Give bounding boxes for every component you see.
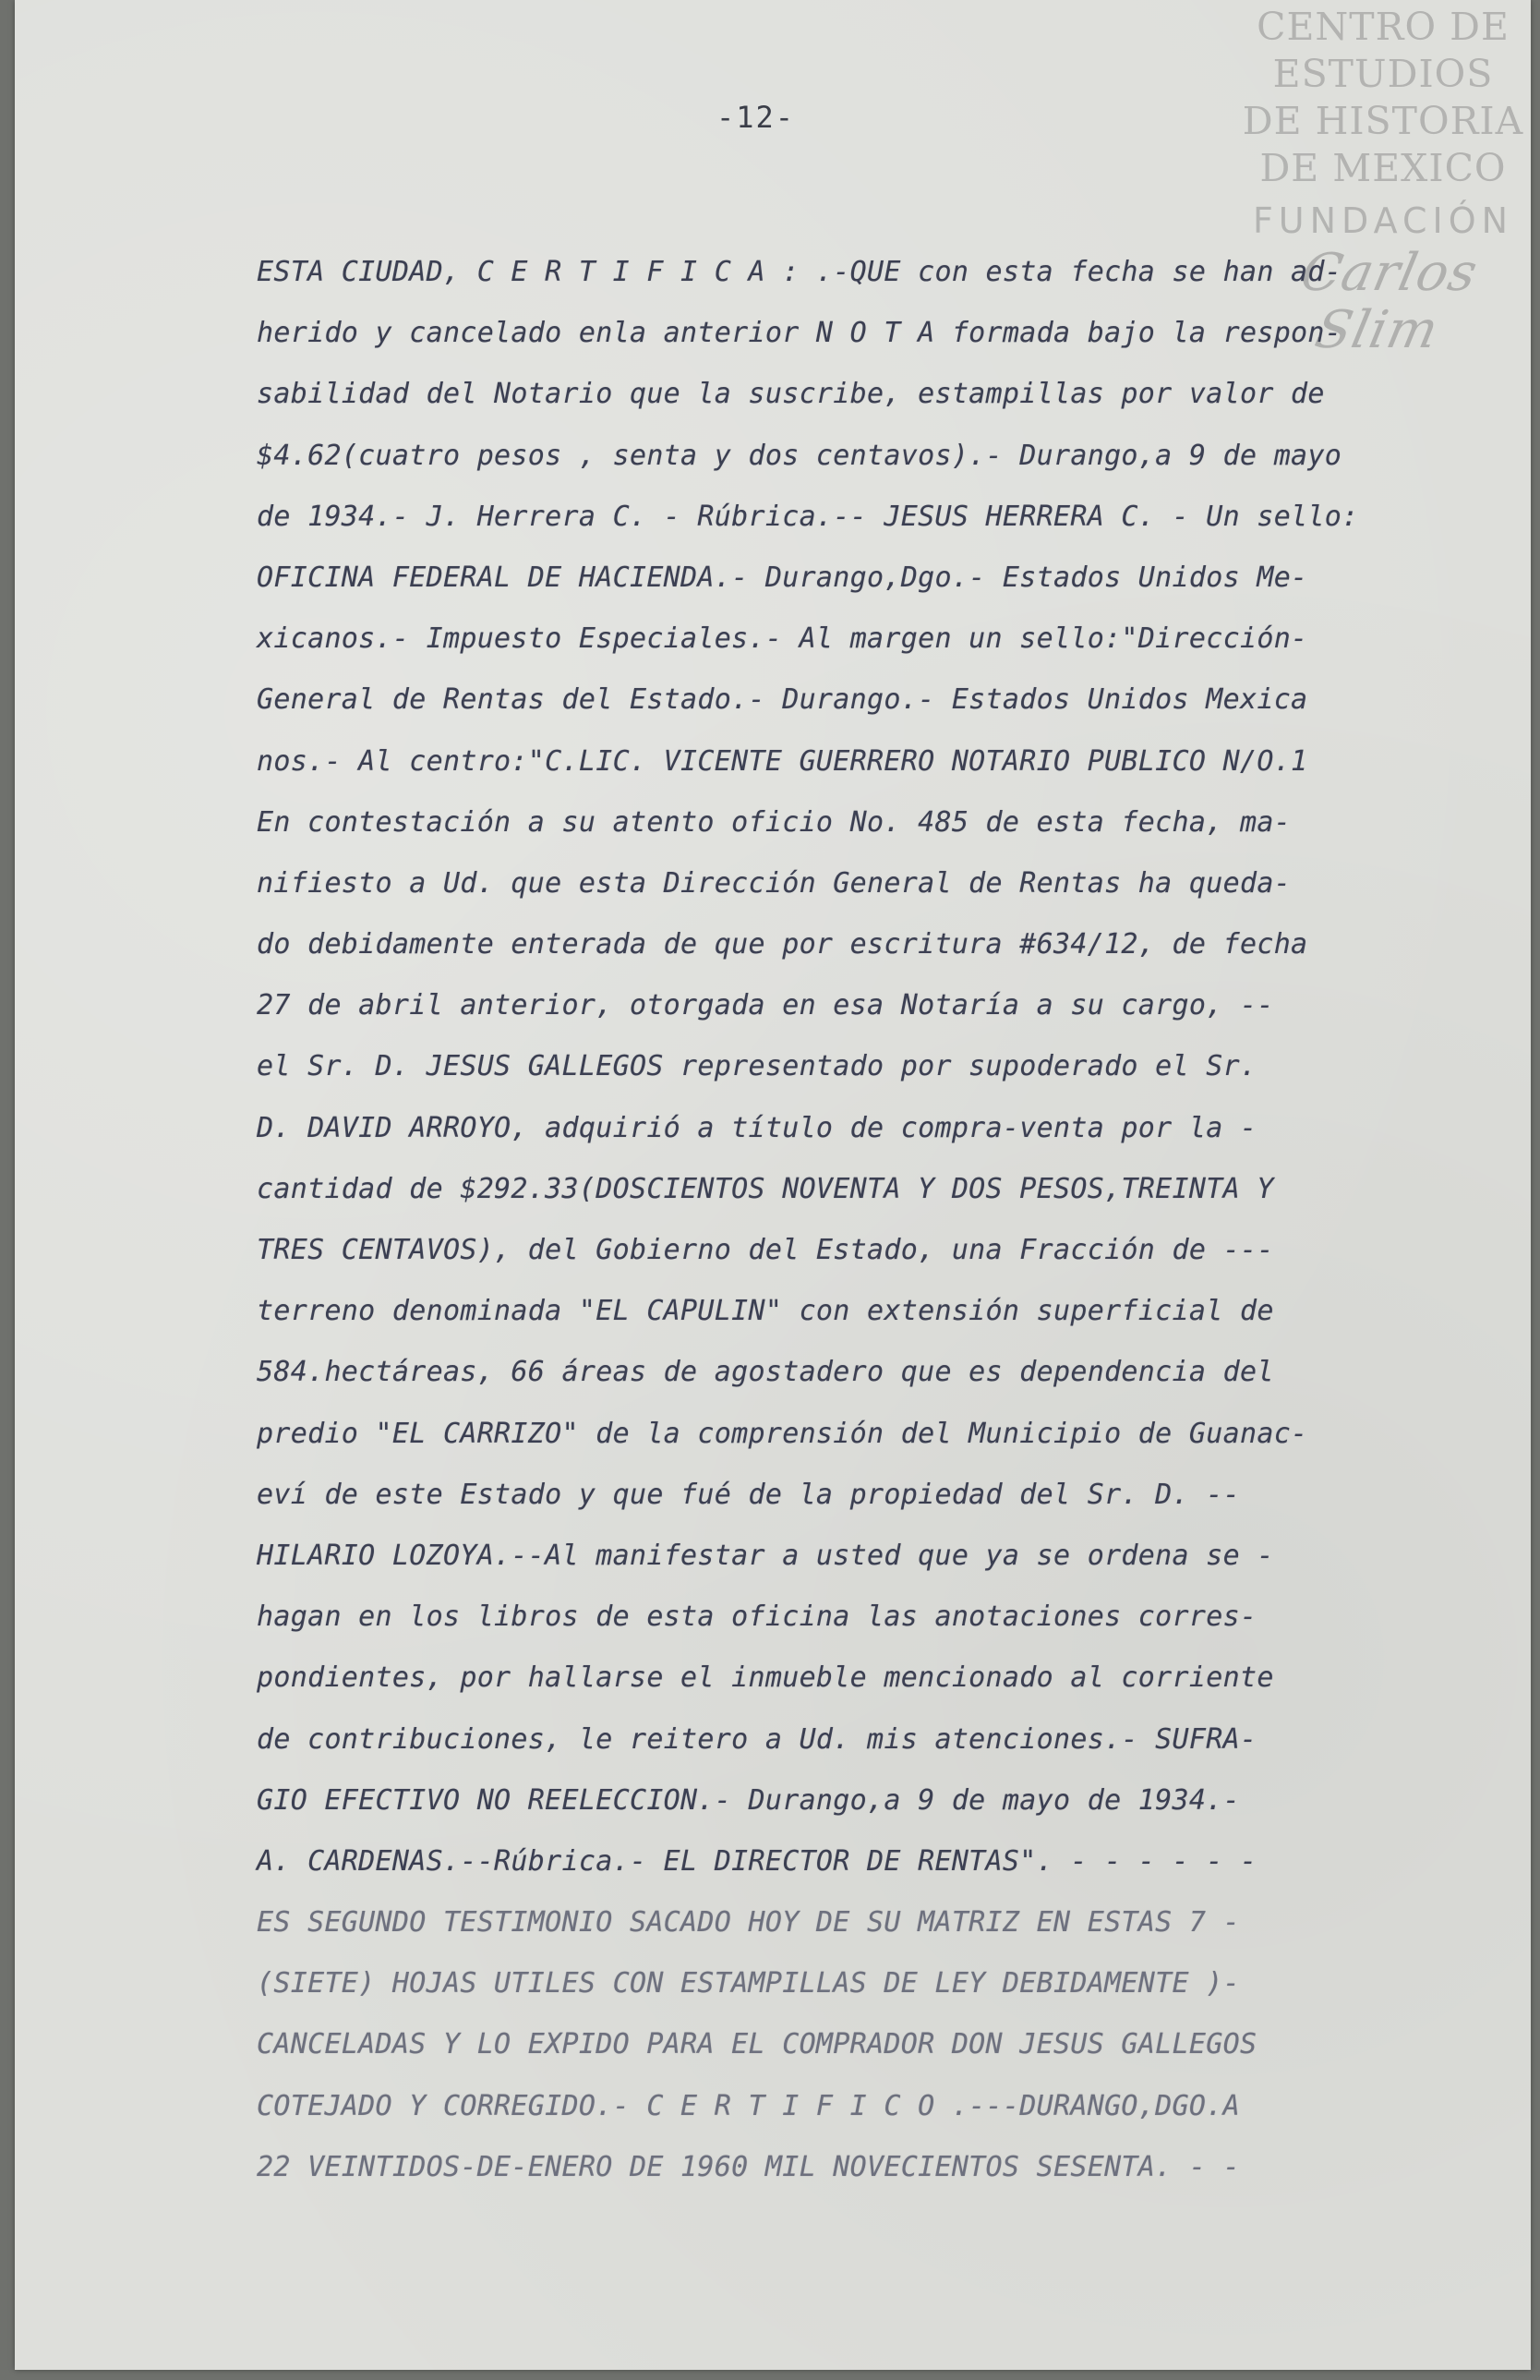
watermark-signature: Carlos Slim	[1295, 243, 1484, 360]
watermark-foundation: FUNDACIÓN	[1252, 200, 1514, 241]
watermark-line: ESTUDIOS	[1272, 52, 1494, 96]
page-number: -12-	[716, 100, 796, 135]
text-line: predio "EL CARRIZO" de la comprensión del Municipio de Guanac-	[257, 1417, 1308, 1450]
text-line: General de Rentas del Estado.- Durango.- Estados Unidos Mexica	[257, 683, 1308, 717]
watermark-line: DE MEXICO	[1259, 146, 1507, 190]
text-line: 584.hectáreas, 66 áreas de agostadero que es dependencia del	[257, 1356, 1274, 1389]
text-line: hagan en los libros de esta oficina las anotaciones corres-	[257, 1601, 1257, 1634]
text-line: terreno denominada "EL CAPULIN" con extensión superficial de	[257, 1295, 1274, 1328]
document-page	[15, 0, 1531, 2370]
text-line: cantidad de $292.33(DOSCIENTOS NOVENTA Y DOS PESOS,TREINTA Y	[257, 1172, 1274, 1205]
text-line: nos.- Al centro:"C.LIC. VICENTE GUERRERO NOTARIO PUBLICO N/O.1	[257, 744, 1308, 778]
text-line: do debidamente enterada de que por escritura #634/12, de fecha	[257, 928, 1308, 961]
text-line: $4.62(cuatro pesos , senta y dos centavos).- Durango,a 9 de mayo	[257, 439, 1342, 472]
text-line: de 1934.- J. Herrera C. - Rúbrica.-- JESUS HERRERA C. - Un sello:	[257, 500, 1359, 533]
text-line: A. CARDENAS.--Rúbrica.- EL DIRECTOR DE RENTAS". - - - - - -	[257, 1844, 1257, 1878]
text-line: de contribuciones, le reitero a Ud. mis atenciones.- SUFRA-	[257, 1722, 1257, 1756]
text-line: ES SEGUNDO TESTIMONIO SACADO HOY DE SU MATRIZ EN ESTAS 7 -	[257, 1906, 1240, 1939]
text-line: 22 VEINTIDOS-DE-ENERO DE 1960 MIL NOVECIENTOS SESENTA. - -	[257, 2150, 1240, 2183]
text-line: pondientes, por hallarse el inmueble mencionado al corriente	[257, 1661, 1274, 1695]
text-line: ESTA CIUDAD, C E R T I F I C A : .-QUE con esta fecha se han ad-	[257, 256, 1342, 288]
text-line: CANCELADAS Y LO EXPIDO PARA EL COMPRADOR DON JESUS GALLEGOS	[257, 2028, 1257, 2061]
text-line: herido y cancelado enla anterior N O T A formada bajo la respon-	[257, 317, 1342, 350]
text-line: (SIETE) HOJAS UTILES CON ESTAMPILLAS DE LEY DEBIDAMENTE )-	[257, 1967, 1240, 2000]
text-line: GIO EFECTIVO NO REELECCION.- Durango,a 9 de mayo de 1934.-	[257, 1783, 1240, 1817]
text-line: el Sr. D. JESUS GALLEGOS representado por supoderado el Sr.	[257, 1050, 1257, 1083]
watermark-line: CENTRO DE	[1257, 5, 1510, 49]
watermark-line: DE HISTORIA	[1242, 99, 1524, 143]
text-line: HILARIO LOZOYA.--Al manifestar a usted que ya se ordena se -	[257, 1539, 1274, 1572]
text-line: sabilidad del Notario que la suscribe, estampillas por valor de	[257, 378, 1325, 411]
text-line: D. DAVID ARROYO, adquirió a título de compra-venta por la -	[257, 1111, 1257, 1144]
text-line: nifiesto a Ud. que esta Dirección General de Rentas ha queda-	[257, 866, 1292, 900]
text-line: COTEJADO Y CORREGIDO.- C E R T I F I C O .---DURANGO,DGO.A	[257, 2089, 1240, 2122]
text-line: OFICINA FEDERAL DE HACIENDA.- Durango,Dgo.- Estados Unidos Me-	[257, 561, 1308, 594]
document-body	[257, 242, 1365, 2198]
text-line: TRES CENTAVOS), del Gobierno del Estado, una Fracción de ---	[257, 1234, 1274, 1266]
text-line: xicanos.- Impuesto Especiales.- Al margen un sello:"Dirección-	[257, 622, 1308, 656]
text-line: En contestación a su atento oficio No. 485 de esta fecha, ma-	[257, 805, 1292, 839]
text-line: eví de este Estado y que fué de la propiedad del Sr. D. --	[257, 1478, 1240, 1511]
text-line: 27 de abril anterior, otorgada en esa Notaría a su cargo, --	[257, 989, 1274, 1022]
